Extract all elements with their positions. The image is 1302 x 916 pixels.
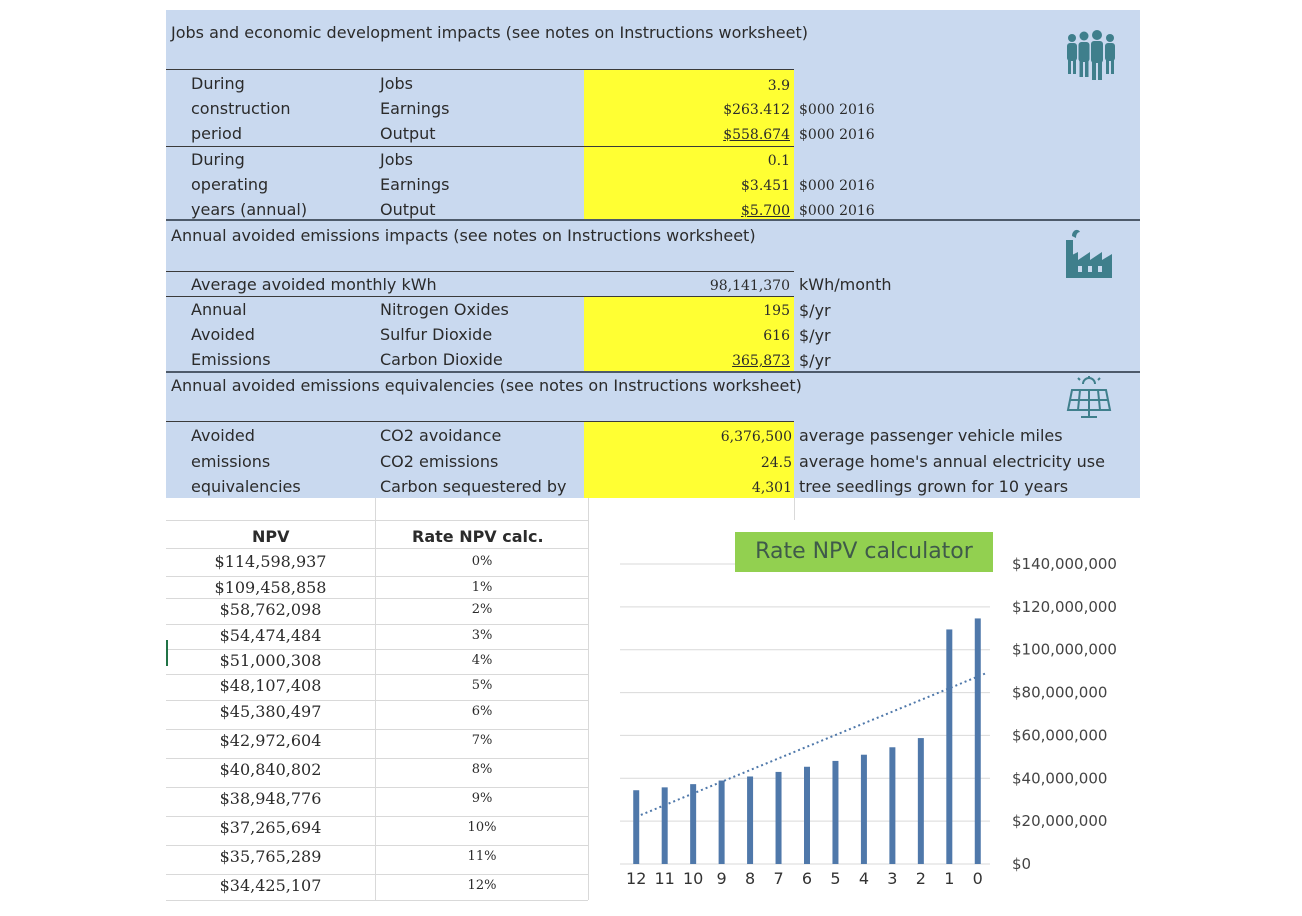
rate-value: 11% [467, 849, 497, 864]
construction-metric-jobs: Jobs [380, 74, 413, 93]
chart-x-tick-label: 1 [944, 869, 955, 888]
rate-value: 0% [471, 554, 493, 569]
construction-label-line1: During [191, 74, 245, 93]
chart-y-tick-label: $100,000,000 [1012, 640, 1117, 659]
construction-metric-earnings: Earnings [380, 99, 450, 118]
equivalency-metric-carbon-sequestered: Carbon sequestered by [380, 477, 567, 496]
jobs-table-top-rule [166, 69, 794, 70]
grid-col-divider-2 [588, 498, 589, 900]
emissions-table-top-rule [166, 271, 794, 272]
rate-value: 2% [471, 602, 493, 617]
npv-value: $35,765,289 [219, 847, 322, 866]
rate-value: 1% [471, 580, 493, 595]
npv-value: $54,474,484 [219, 626, 322, 645]
npv-value: $40,840,802 [219, 760, 322, 779]
grid-row-header [166, 548, 588, 549]
equivalency-unit-carbon-sequestered: tree seedlings grown for 10 years [799, 477, 1069, 496]
grid-row-line [166, 576, 588, 577]
operating-value-earnings: $3.451 [741, 178, 790, 194]
operating-metric-output: Output [380, 200, 436, 219]
emissions-unit-nox: $/yr [799, 301, 831, 320]
operating-label-line2: operating [191, 175, 269, 194]
chart-x-tick-label: 8 [744, 869, 756, 888]
solar-panel-icon [1066, 376, 1112, 424]
npv-value: $114,598,937 [214, 552, 327, 571]
npv-value: $58,762,098 [219, 600, 322, 619]
rate-value: 9% [471, 791, 493, 806]
grid-row-line [166, 700, 588, 701]
grid-row-line [166, 729, 588, 730]
construction-label-line2: construction [191, 99, 291, 118]
npv-value: $51,000,308 [219, 651, 322, 670]
chart-trendline [636, 673, 986, 817]
chart-bar [662, 787, 668, 864]
construction-unit-earnings: $000 2016 [799, 102, 875, 118]
grid-row-line [166, 598, 588, 599]
chart-bar [690, 784, 696, 864]
operating-unit-earnings: $000 2016 [799, 178, 875, 194]
chart-bar [918, 738, 924, 864]
grid-row-line [166, 845, 588, 846]
chart-bar [804, 767, 810, 864]
operating-metric-jobs: Jobs [380, 150, 413, 169]
monthly-kwh-rule [166, 296, 794, 297]
emissions-value-nox: 195 [763, 303, 790, 319]
emissions-label-line1: Annual [191, 300, 247, 319]
operating-value-jobs: 0.1 [767, 153, 790, 169]
npv-value: $109,458,858 [214, 578, 327, 597]
grid-row-line [166, 649, 588, 650]
emissions-unit-co2: $/yr [799, 351, 831, 370]
rate-column-header: Rate NPV calc. [412, 527, 544, 546]
construction-value-earnings: $263.412 [723, 102, 790, 118]
chart-title: Rate NPV calculator [735, 532, 993, 572]
emissions-section-header: Annual avoided emissions impacts (see notes on Instructions worksheet) [171, 226, 756, 245]
equivalency-unit-co2-emissions: average home's annual electricity use [799, 452, 1105, 471]
chart-x-tick-label: 12 [626, 869, 647, 888]
npv-value: $42,972,604 [219, 731, 322, 750]
grid-row-line [166, 900, 588, 901]
rate-value: 7% [471, 733, 493, 748]
chart-x-tick-label: 6 [801, 869, 813, 888]
chart-x-tick-label: 2 [915, 869, 926, 888]
equivalency-table-top-rule [166, 421, 794, 422]
operating-label-line3: years (annual) [191, 200, 308, 219]
rate-value: 6% [471, 704, 493, 719]
equivalency-metric-co2-avoidance: CO2 avoidance [380, 426, 502, 445]
equivalencies-label-line1: Avoided [191, 426, 255, 445]
construction-metric-output: Output [380, 124, 436, 143]
rate-value: 8% [471, 762, 493, 777]
chart-x-tick-label: 4 [858, 869, 870, 888]
emissions-value-co2: 365,873 [732, 353, 790, 369]
cell-cursor-marker [166, 640, 168, 666]
grid-row-line [166, 674, 588, 675]
chart-y-tick-label: $80,000,000 [1012, 683, 1108, 702]
chart-y-tick-label: $60,000,000 [1012, 726, 1108, 745]
grid-row-line [166, 624, 588, 625]
chart-bar [946, 629, 952, 864]
chart-x-tick-label: 10 [682, 869, 704, 888]
equivalency-value-co2-avoidance: 6,376,500 [720, 429, 792, 445]
npv-value: $48,107,408 [219, 676, 322, 695]
chart-bar [832, 761, 838, 864]
chart-bar [975, 618, 981, 864]
factory-icon [1064, 228, 1114, 284]
rate-value: 5% [471, 678, 493, 693]
rate-value: 3% [471, 628, 493, 643]
rate-npv-chart [590, 520, 1140, 900]
chart-x-tick-label: 9 [716, 869, 727, 888]
emissions-value-so2: 616 [763, 328, 790, 344]
grid-row-line [166, 816, 588, 817]
emissions-metric-so2: Sulfur Dioxide [380, 325, 493, 344]
operating-unit-output: $000 2016 [799, 203, 875, 219]
grid-row-line [166, 874, 588, 875]
equivalency-metric-co2-emissions: CO2 emissions [380, 452, 499, 471]
chart-x-tick-label: 5 [830, 869, 841, 888]
monthly-kwh-unit: kWh/month [799, 275, 892, 294]
chart-bar [776, 772, 782, 864]
npv-value: $38,948,776 [219, 789, 322, 808]
equivalencies-label-line2: emissions [191, 452, 271, 471]
chart-y-tick-label: $140,000,000 [1012, 555, 1117, 573]
monthly-kwh-label: Average avoided monthly kWh [191, 275, 437, 294]
chart-y-tick-label: $0 [1012, 855, 1032, 873]
equivalencies-label-line3: equivalencies [191, 477, 301, 496]
grid-col-divider-3 [794, 498, 795, 520]
chart-x-tick-label: 7 [773, 869, 784, 888]
operating-metric-earnings: Earnings [380, 175, 450, 194]
emissions-label-line3: Emissions [191, 350, 271, 369]
equivalency-unit-co2-avoidance: average passenger vehicle miles [799, 426, 1063, 445]
construction-value-output: $558.674 [723, 127, 790, 143]
construction-label-line3: period [191, 124, 242, 143]
jobs-section-header: Jobs and economic development impacts (see notes on Instructions worksheet) [171, 23, 808, 42]
npv-value: $34,425,107 [219, 876, 322, 895]
chart-bar [719, 781, 725, 864]
chart-bar [633, 790, 639, 864]
chart-x-tick-label: 3 [887, 869, 898, 888]
npv-column-header: NPV [252, 527, 290, 546]
chart-bar [889, 747, 895, 864]
construction-bottom-rule [166, 146, 794, 147]
chart-x-tick-label: 0 [972, 869, 983, 888]
emissions-label-line2: Avoided [191, 325, 255, 344]
npv-value: $45,380,497 [219, 702, 322, 721]
equivalency-value-carbon-sequestered: 4,301 [751, 480, 792, 496]
emissions-metric-co2: Carbon Dioxide [380, 350, 503, 369]
rate-value: 10% [467, 820, 497, 835]
chart-bar [747, 776, 753, 864]
chart-y-tick-label: $40,000,000 [1012, 769, 1108, 788]
chart-y-tick-label: $20,000,000 [1012, 812, 1108, 831]
rate-value: 4% [471, 653, 493, 668]
grid-row-top [166, 520, 588, 521]
people-group-icon [1062, 28, 1120, 86]
emissions-unit-so2: $/yr [799, 326, 831, 345]
equivalency-value-co2-emissions: 24.5 [760, 455, 792, 471]
chart-x-tick-label: 11 [654, 869, 675, 888]
construction-value-jobs: 3.9 [767, 78, 790, 94]
construction-unit-output: $000 2016 [799, 127, 875, 143]
emissions-metric-nox: Nitrogen Oxides [380, 300, 509, 319]
equivalencies-section-header: Annual avoided emissions equivalencies (see notes on Instructions worksheet) [171, 376, 802, 395]
npv-value: $37,265,694 [219, 818, 322, 837]
operating-label-line1: During [191, 150, 245, 169]
chart-y-tick-label: $120,000,000 [1012, 597, 1117, 616]
operating-value-output: $5.700 [741, 203, 790, 219]
monthly-kwh-value: 98,141,370 [709, 278, 790, 294]
rate-value: 12% [467, 878, 497, 893]
grid-row-line [166, 758, 588, 759]
chart-bar [861, 755, 867, 864]
grid-row-line [166, 787, 588, 788]
emissions-section-divider [166, 371, 1140, 373]
